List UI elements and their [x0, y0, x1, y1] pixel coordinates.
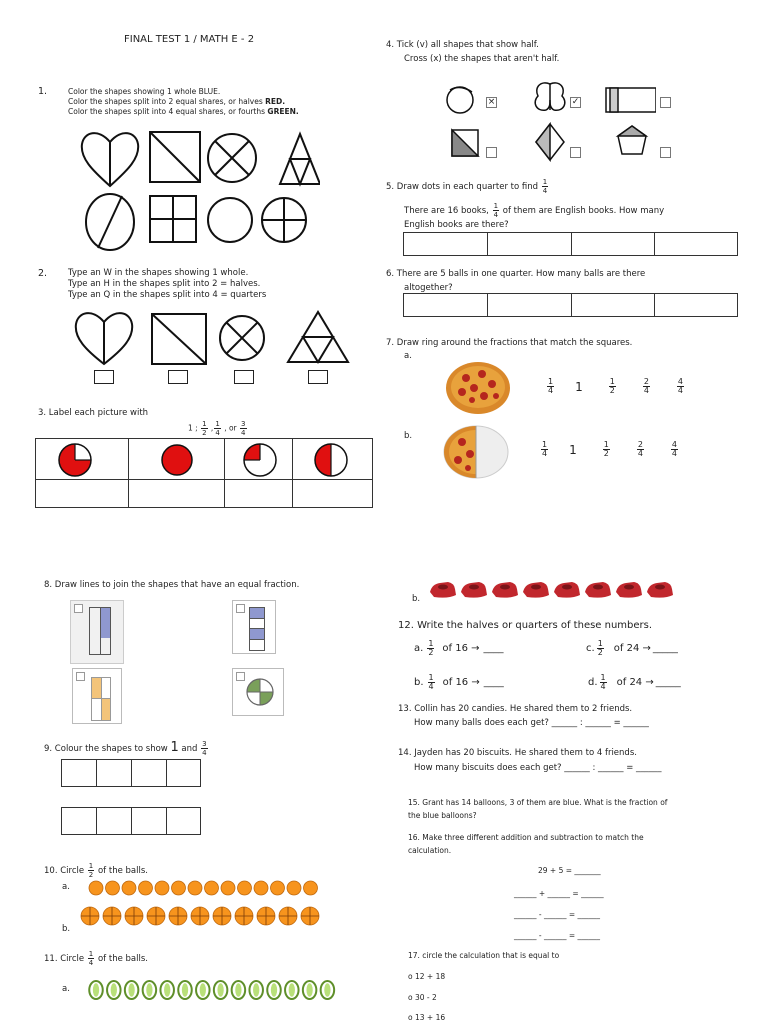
q12-item-c: c. $\frac{1}{2}$ of 24 → _____	[586, 639, 678, 657]
q8-card-orange-bar[interactable]	[72, 668, 122, 724]
q1-line2: Color the shapes split into 2 equal shares, or halves RED.	[68, 97, 286, 106]
green-ball[interactable]	[285, 981, 299, 999]
q16-line2: calculation.	[408, 846, 452, 855]
q3-circle-quarter	[244, 444, 276, 476]
q4-shapes	[446, 80, 656, 166]
q2-line3: Type an Q in the shapes split into 4 = quarters	[68, 290, 267, 300]
q5-quarters-box[interactable]	[403, 232, 738, 256]
q7-row-a	[546, 378, 685, 395]
q3-answer-cell-1[interactable]	[36, 480, 128, 507]
green-ball[interactable]	[249, 981, 263, 999]
orange-ball[interactable]	[89, 881, 103, 895]
q12-answer-b[interactable]: ____	[483, 676, 504, 688]
basketball[interactable]	[169, 907, 187, 925]
q13-line1: 13. Collin has 20 candies. He shared them to 2 friends.	[398, 704, 633, 714]
basketball[interactable]	[191, 907, 209, 925]
q13-line2[interactable]: How many balls does each get? ______ : ______ = ______	[414, 718, 649, 728]
q8-card-blue-bar[interactable]	[70, 600, 124, 664]
q3-options: 1 ; $\frac{1}{2}$ , $\frac{1}{4}$ , or $\frac{3}{4}$	[188, 420, 246, 437]
q4-pentagon-shape	[618, 126, 646, 154]
q7a-whole[interactable]: 1	[575, 379, 583, 394]
q7b-frac-1[interactable]: $\frac{1}{4}$	[542, 440, 548, 458]
q4-instructions	[386, 40, 559, 65]
q7b-frac-3[interactable]: $\frac{2}{4}$	[637, 440, 643, 458]
red-car-icon[interactable]	[616, 582, 642, 598]
q7-line1: 7. Draw ring around the fractions that match the squares.	[386, 338, 633, 348]
orange-ball[interactable]	[287, 881, 301, 895]
q7-row-b	[540, 441, 679, 458]
q14-line2[interactable]: How many biscuits does each get? ______ : ______ = ______	[414, 763, 662, 773]
green-ball[interactable]	[214, 981, 228, 999]
q8-card-blue-stripes[interactable]	[232, 600, 276, 654]
q8-checkbox-4[interactable]	[236, 672, 245, 681]
q1-number: 1.	[38, 86, 48, 97]
q7a-frac-1[interactable]: $\frac{1}{4}$	[548, 377, 554, 395]
basketball[interactable]	[301, 907, 319, 925]
q17-option-1[interactable]: o 12 + 18	[408, 972, 446, 981]
q3-circle-half	[315, 444, 347, 476]
q8-checkbox-2[interactable]	[236, 604, 245, 613]
q4-checkbox-5[interactable]	[570, 147, 581, 158]
q17-label: 17. circle the calculation that is equal to	[408, 951, 560, 960]
orange-ball[interactable]	[172, 881, 186, 895]
q3-answer-cell-2[interactable]	[129, 480, 224, 507]
q8-checkbox-3[interactable]	[76, 672, 85, 681]
q12-answer-c[interactable]: _____	[652, 642, 678, 654]
q11-frac: $\frac{1}{4}$	[88, 950, 94, 967]
q3-circle-whole	[162, 445, 192, 475]
green-ball[interactable]	[303, 981, 317, 999]
q16-row-1[interactable]: ______ + ______ = ______	[514, 889, 604, 898]
q4-rectangle-shape	[606, 88, 656, 112]
red-car-icon[interactable]	[492, 582, 518, 598]
q12-item-a: a. $\frac{1}{2}$ of 16 → ____	[414, 639, 504, 657]
q5-frac-inline: $\frac{1}{4}$	[493, 202, 499, 219]
basketball[interactable]	[81, 907, 99, 925]
q12-item-d: d. $\frac{1}{4}$ of 24 → _____	[588, 673, 681, 691]
orange-ball[interactable]	[221, 881, 235, 895]
q2-answer-box-3[interactable]	[234, 370, 254, 384]
q4-kite-shape	[536, 124, 564, 160]
green-ball[interactable]	[143, 981, 157, 999]
basketball[interactable]	[235, 907, 253, 925]
q7a-frac-3[interactable]: $\frac{2}{4}$	[643, 377, 649, 395]
q10-balls-row-b[interactable]	[80, 906, 324, 930]
q4-checkbox-4[interactable]	[486, 147, 497, 158]
q8-checkbox-1[interactable]	[74, 604, 83, 613]
q3-frac-quarter: $\frac{1}{4}$	[215, 420, 220, 437]
q9-frac: $\frac{3}{4}$	[202, 740, 207, 757]
q3-frac-three-quarters: $\frac{3}{4}$	[241, 420, 246, 437]
q2-number: 2.	[38, 268, 48, 279]
q2-answer-box-2[interactable]	[168, 370, 188, 384]
q2-line2: Type an H in the shapes split into 2 = halves.	[68, 279, 261, 289]
q8-label: 8. Draw lines to join the shapes that have an equal fraction.	[44, 580, 300, 590]
page-title: FINAL TEST 1 / MATH E - 2	[124, 34, 255, 45]
q3-answer-cell-3[interactable]	[225, 480, 292, 507]
q6-line2: altogether?	[404, 283, 453, 293]
orange-ball[interactable]	[155, 881, 169, 895]
q7b-whole[interactable]: 1	[569, 442, 577, 457]
q15-line1: 15. Grant has 14 balloons, 3 of them are blue. What is the fraction of	[408, 798, 668, 807]
q16-row-3[interactable]: ______ - ______ = ______	[514, 931, 601, 940]
q3-circle-three-quarters	[59, 444, 91, 476]
green-ball[interactable]	[89, 981, 103, 999]
green-ball[interactable]	[125, 981, 139, 999]
orange-ball[interactable]	[254, 881, 268, 895]
q2-line1: Type an W in the shapes showing 1 whole.	[68, 268, 249, 278]
q4-circle-shape	[447, 87, 473, 113]
q16-row-2[interactable]: ______ - ______ = ______	[514, 910, 601, 919]
green-ball[interactable]	[160, 981, 174, 999]
q10-balls-row-a[interactable]	[88, 880, 320, 898]
green-ball[interactable]	[107, 981, 121, 999]
q7-pizza-whole	[444, 358, 512, 416]
red-car-icon[interactable]	[585, 582, 611, 598]
q5-frac: $\frac{1}{4}$	[542, 178, 548, 195]
q2-instructions	[68, 268, 266, 301]
q4-checkbox-2[interactable]: ✓	[571, 97, 580, 107]
q7-pizza-half	[440, 422, 512, 482]
q16-calc: 29 + 5 = _______	[538, 866, 601, 875]
q3-frac-half: $\frac{1}{2}$	[202, 420, 207, 437]
q11-label: 11. Circle $\frac{1}{4}$ of the balls.	[44, 950, 148, 967]
orange-ball[interactable]	[139, 881, 153, 895]
orange-ball[interactable]	[271, 881, 285, 895]
q4-triangle-square-shape	[452, 130, 478, 156]
q7b-frac-2[interactable]: $\frac{1}{2}$	[603, 440, 609, 458]
red-car-icon[interactable]	[647, 582, 673, 598]
q4-line2: Cross (x) the shapes that aren't half.	[404, 54, 560, 64]
q4-butterfly-shape	[535, 83, 565, 110]
red-car-icon[interactable]	[523, 582, 549, 598]
q9-label: 9. Colour the shapes to show 1 and $\frac{3}{4}$	[44, 740, 207, 757]
orange-ball[interactable]	[205, 881, 219, 895]
q1-instructions	[68, 87, 299, 117]
red-car-icon[interactable]	[430, 582, 456, 598]
q2-answer-box-1[interactable]	[94, 370, 114, 384]
basketball[interactable]	[103, 907, 121, 925]
basketball[interactable]	[279, 907, 297, 925]
q4-line1: 4. Tick (v) all shapes that show half.	[386, 40, 539, 50]
q1-shapes	[80, 128, 320, 254]
red-car-icon[interactable]	[461, 582, 487, 598]
q7a-frac-4[interactable]: $\frac{4}{4}$	[677, 377, 684, 395]
q10-label: 10. Circle $\frac{1}{2}$ of the balls.	[44, 862, 148, 879]
q15-line2: the blue balloons?	[408, 811, 477, 820]
orange-ball[interactable]	[106, 881, 120, 895]
q3-label: 3. Label each picture with	[38, 408, 149, 418]
green-ball[interactable]	[232, 981, 246, 999]
q9-bar-1[interactable]	[61, 759, 201, 787]
q7-label-b: b.	[404, 431, 413, 441]
q6-line1: 6. There are 5 balls in one quarter. How many balls are there	[386, 269, 646, 279]
orange-ball[interactable]	[238, 881, 252, 895]
q10-frac: $\frac{1}{2}$	[88, 862, 94, 879]
q6-quarters-box[interactable]	[403, 293, 738, 317]
q1-circle-whole-shape	[208, 198, 252, 242]
orange-ball[interactable]	[122, 881, 136, 895]
q11-balls-row-a[interactable]	[86, 980, 340, 1004]
q3-answer-cell-4[interactable]	[293, 480, 373, 507]
cars-row[interactable]	[428, 578, 678, 602]
q4-checkbox-1[interactable]: ×	[487, 97, 496, 107]
q5-line1: 5. Draw dots in each quarter to find $\frac{1}{4}$	[386, 178, 548, 195]
q1-line3: Color the shapes split into 4 equal shares, or fourths GREEN.	[68, 107, 299, 116]
q4-checkbox-6[interactable]	[660, 147, 671, 158]
q16-line1: 16. Make three different addition and subtraction to match the	[408, 833, 644, 842]
basketball[interactable]	[257, 907, 275, 925]
basketball[interactable]	[213, 907, 231, 925]
q12-item-b: b. $\frac{1}{4}$ of 16 → ____	[414, 673, 504, 691]
q14-line1: 14. Jayden has 20 biscuits. He shared them to 4 friends.	[398, 748, 637, 758]
q4-checkbox-3[interactable]	[660, 97, 671, 108]
red-car-icon[interactable]	[554, 582, 580, 598]
q10-label-a: a.	[62, 882, 70, 892]
q12-label: 12. Write the halves or quarters of these numbers.	[398, 620, 653, 631]
q7b-frac-4[interactable]: $\frac{4}{4}$	[671, 440, 678, 458]
green-ball[interactable]	[178, 981, 192, 999]
cars-label-b: b.	[412, 594, 421, 604]
q9-bar-2[interactable]	[61, 807, 201, 835]
orange-ball[interactable]	[304, 881, 318, 895]
q8-card-green-circle[interactable]	[232, 668, 284, 716]
green-ball[interactable]	[267, 981, 281, 999]
basketball[interactable]	[147, 907, 165, 925]
q7a-frac-2[interactable]: $\frac{1}{2}$	[609, 377, 615, 395]
q11-label-a: a.	[62, 984, 70, 994]
q1-line1: Color the shapes showing 1 whole BLUE.	[68, 87, 221, 96]
green-ball[interactable]	[321, 981, 335, 999]
basketball[interactable]	[125, 907, 143, 925]
q3-circles	[55, 440, 365, 480]
q17-option-3[interactable]: o 13 + 16	[408, 1013, 446, 1022]
orange-ball[interactable]	[188, 881, 202, 895]
q7-label-a: a.	[404, 351, 412, 361]
green-ball[interactable]	[196, 981, 210, 999]
q12-answer-d[interactable]: _____	[655, 676, 681, 688]
q12-answer-a[interactable]: ____	[483, 642, 504, 654]
q5-line3: English books are there?	[404, 220, 509, 230]
q5-line2: There are 16 books, $\frac{1}{4}$ of them are English books. How many	[404, 202, 665, 219]
q2-answer-box-4[interactable]	[308, 370, 328, 384]
q17-option-2[interactable]: o 30 - 2	[408, 993, 437, 1002]
q10-label-b: b.	[62, 924, 71, 934]
